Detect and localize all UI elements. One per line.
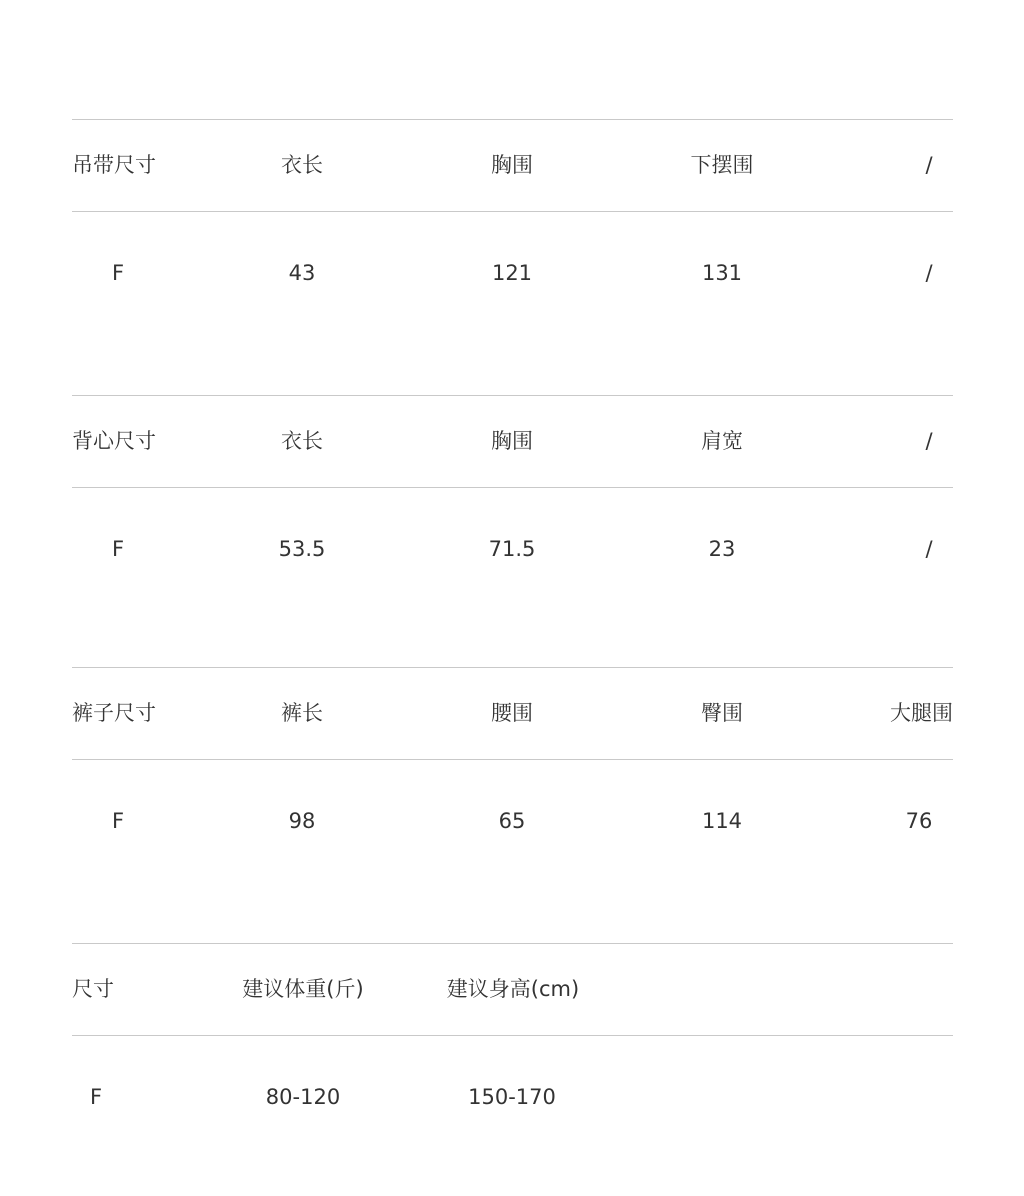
table-3-header-length: 裤长	[281, 701, 323, 725]
table-3-top-rule	[72, 667, 953, 668]
table-2-shoulder-value: 23	[708, 537, 736, 561]
table-4-header-rule	[72, 1035, 953, 1036]
table-4-height-value: 150-170	[468, 1085, 556, 1109]
table-1-header-rule	[72, 211, 953, 212]
table-2-length-value: 53.5	[278, 537, 326, 561]
table-3-length-value: 98	[288, 809, 316, 833]
table-1-length-value: 43	[288, 261, 316, 285]
table-1-empty-value: /	[925, 261, 933, 285]
table-1-hem-value: 131	[701, 261, 743, 285]
table-1-header-empty: /	[925, 153, 933, 177]
table-4-top-rule	[72, 943, 953, 944]
table-2-empty-value: /	[925, 537, 933, 561]
table-3-header-waist: 腰围	[491, 701, 533, 725]
table-4-header-weight: 建议体重(斤)	[242, 977, 364, 1001]
table-2-chest-value: 71.5	[488, 537, 536, 561]
table-1-header-chest: 胸围	[491, 153, 533, 177]
table-2-header-shoulder: 肩宽	[701, 429, 743, 453]
table-2-header-size: 背心尺寸	[72, 429, 156, 453]
table-2-size-value: F	[111, 537, 125, 561]
table-3-header-rule	[72, 759, 953, 760]
table-3-header-thigh: 大腿围	[890, 701, 953, 725]
table-3-thigh-value: 76	[905, 809, 933, 833]
table-4-header-size: 尺寸	[72, 977, 114, 1001]
table-1-header-hem: 下摆围	[690, 153, 754, 177]
table-2-header-rule	[72, 487, 953, 488]
table-1-header-size: 吊带尺寸	[72, 153, 156, 177]
table-3-header-size: 裤子尺寸	[72, 701, 156, 725]
table-3-waist-value: 65	[498, 809, 526, 833]
table-2-top-rule	[72, 395, 953, 396]
table-1-chest-value: 121	[491, 261, 533, 285]
table-3-hip-value: 114	[701, 809, 743, 833]
table-1-header-length: 衣长	[281, 153, 323, 177]
table-4-weight-value: 80-120	[265, 1085, 341, 1109]
table-3-header-hip: 臀围	[701, 701, 743, 725]
table-4-size-value: F	[89, 1085, 103, 1109]
table-1-top-rule	[72, 119, 953, 120]
table-2-header-empty: /	[925, 429, 933, 453]
table-2-header-length: 衣长	[281, 429, 323, 453]
table-3-size-value: F	[111, 809, 125, 833]
table-4-header-height: 建议身高(cm)	[446, 977, 580, 1001]
table-1-size-value: F	[111, 261, 125, 285]
table-2-header-chest: 胸围	[491, 429, 533, 453]
